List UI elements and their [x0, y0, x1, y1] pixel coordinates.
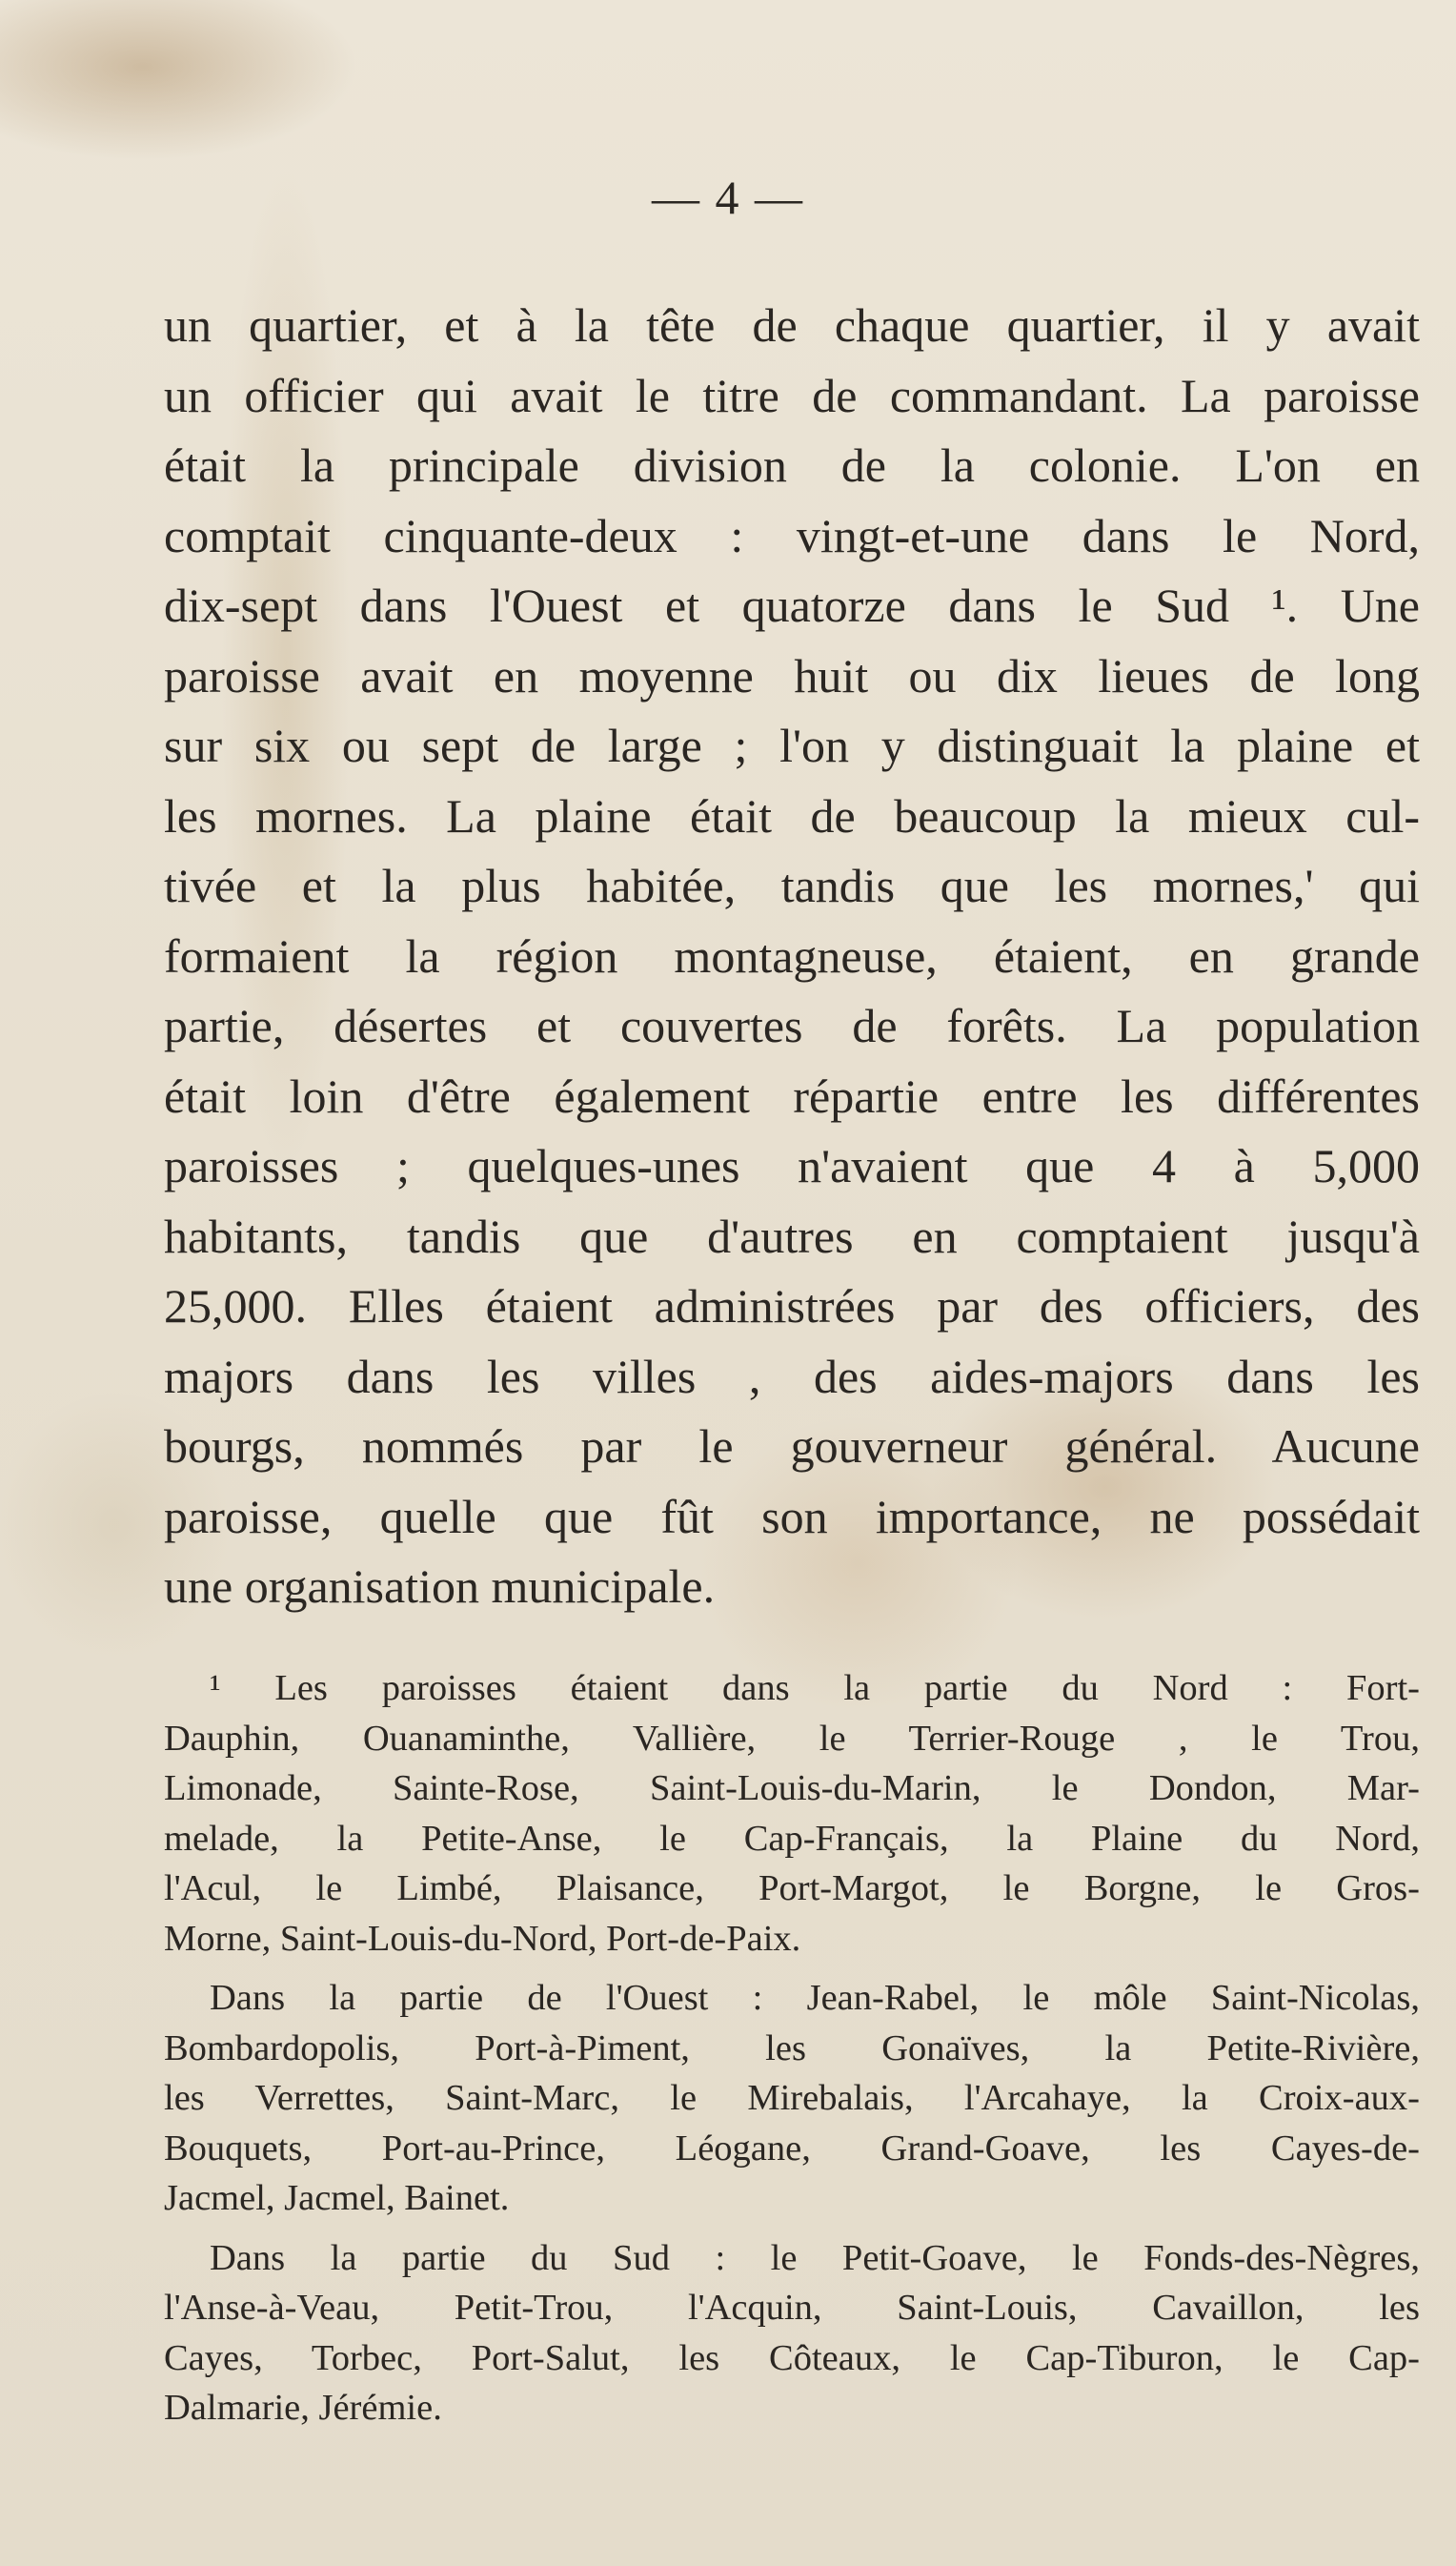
paragraph-line: partie, désertes et couvertes de forêts. La population	[164, 999, 1420, 1052]
footnote-line: Dauphin, Ouanaminthe, Vallière, le Terrier-Rouge , le Trou,	[164, 1718, 1420, 1759]
paragraph-line: un quartier, et à la tête de chaque quartier, il y avait	[164, 298, 1420, 352]
footnote-line: Jacmel, Jacmel, Bainet.	[164, 2178, 510, 2218]
paragraph-line: paroisses ; quelques-unes n'avaient que 4 à 5,000	[164, 1139, 1420, 1192]
paragraph-line: les mornes. La plaine était de beaucoup la mieux cul-	[164, 788, 1420, 843]
paragraph-line: habitants, tandis que d'autres en comptaient jusqu'à	[164, 1209, 1420, 1263]
footnote-sud	[164, 2233, 1420, 2434]
footnote-line: Dalmarie, Jérémie.	[164, 2388, 442, 2428]
footnote-nord	[164, 1663, 1420, 1964]
footnote-line: l'Anse-à-Veau, Petit-Trou, l'Acquin, Saint-Louis, Cavaillon, les	[164, 2288, 1420, 2328]
footnotes	[164, 1663, 1420, 2443]
footnote-line: les Verrettes, Saint-Marc, le Mirebalais, l'Arcahaye, la Croix-aux-	[164, 2078, 1420, 2118]
paragraph-line: était la principale division de la colonie. L'on en	[164, 438, 1420, 492]
footnote-line: Bouquets, Port-au-Prince, Léogane, Grand-Goave, les Cayes-de-	[164, 2128, 1420, 2169]
paragraph-line: sur six ou sept de large ; l'on y distinguait la plaine et	[164, 719, 1420, 772]
footnote-line: ¹ Les paroisses étaient dans la partie du Nord : Fort-	[210, 1668, 1420, 1708]
main-paragraph	[164, 291, 1420, 1622]
footnote-ouest	[164, 1973, 1420, 2224]
paragraph-line: paroisse avait en moyenne huit ou dix lieues de long	[164, 648, 1420, 703]
footnote-line: Dans la partie de l'Ouest : Jean-Rabel, le môle Saint-Nicolas,	[210, 1978, 1420, 2018]
paragraph-line: paroisse, quelle que fût son importance, ne possédait	[164, 1489, 1420, 1543]
footnote-line: Dans la partie du Sud : le Petit-Goave, le Fonds-des-Nègres,	[210, 2237, 1420, 2278]
paragraph-line: majors dans les villes , des aides-majors dans les	[164, 1349, 1420, 1403]
paragraph-line: tivée et la plus habitée, tandis que les mornes,' qui	[164, 859, 1420, 912]
footnote-line: melade, la Petite-Anse, le Cap-Français, la Plaine du Nord,	[164, 1818, 1420, 1859]
paragraph-line: bourgs, nommés par le gouverneur général. Aucune	[164, 1419, 1420, 1473]
paragraph-line: une organisation municipale.	[164, 1559, 716, 1613]
paragraph-line: comptait cinquante-deux : vingt-et-une dans le Nord,	[164, 508, 1420, 562]
paragraph-line: 25,000. Elles étaient administrées par des officiers, des	[164, 1279, 1420, 1333]
footnote-line: l'Acul, le Limbé, Plaisance, Port-Margot, le Borgne, le Gros-	[164, 1868, 1420, 1908]
footnote-line: Limonade, Sainte-Rose, Saint-Louis-du-Marin, le Dondon, Mar-	[164, 1768, 1420, 1808]
paragraph-line: un officier qui avait le titre de commandant. La paroisse	[164, 368, 1420, 422]
footnote-line: Cayes, Torbec, Port-Salut, les Côteaux, le Cap-Tiburon, le Cap-	[164, 2337, 1420, 2378]
footnote-line: Bombardopolis, Port-à-Piment, les Gonaïves, la Petite-Rivière,	[164, 2027, 1420, 2068]
paragraph-line: dix-sept dans l'Ouest et quatorze dans le Sud ¹. Une	[164, 579, 1420, 632]
page-number: — 4 —	[652, 171, 804, 224]
paragraph-line: formaient la région montagneuse, étaient, en grande	[164, 928, 1420, 983]
paragraph-line: était loin d'être également répartie entre les différentes	[164, 1069, 1420, 1123]
footnote-line: Morne, Saint-Louis-du-Nord, Port-de-Paix.	[164, 1918, 801, 1959]
